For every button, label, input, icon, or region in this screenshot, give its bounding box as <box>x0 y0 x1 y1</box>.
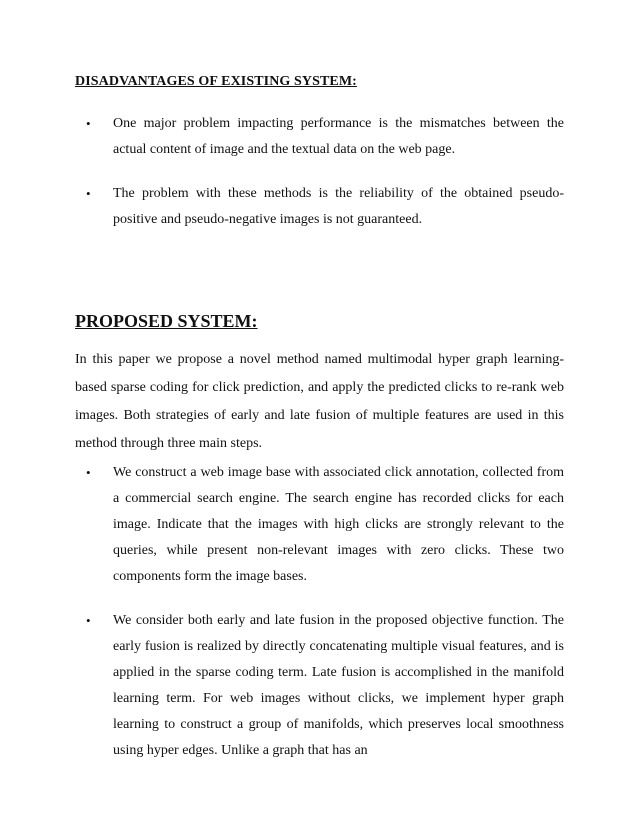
bullet-icon: • <box>86 116 91 131</box>
disadvantages-heading: DISADVANTAGES OF EXISTING SYSTEM: <box>75 74 357 89</box>
list-item-text: We construct a web image base with associated click annotation, collected from a commercial search engine. The search engine has recorded clicks for each image. Indicate that the images with high clicks are strongly relevant to the queries, while present non-relevant images with zero clicks. These two components form the image bases. <box>113 465 564 584</box>
proposed-intro-paragraph: In this paper we propose a novel method named multimodal hyper graph learning-based sparse coding for click prediction, and apply the predicted clicks to re-rank web images. Both strategies of early and late fusion of multiple features are used in this method through three main steps. <box>75 352 564 451</box>
proposed-steps-list <box>80 460 564 782</box>
list-item <box>80 181 564 233</box>
list-item-text: We consider both early and late fusion in the proposed objective function. The early fusion is realized by directly concatenating multiple visual features, and is applied in the sparse coding term. Late fusion is accomplished in the manifold learning term. For web images without clicks, we implement hyper graph learning to construct a group of manifolds, which preserves local smoothness using hyper edges. Unlike a graph that has an <box>113 613 564 758</box>
list-item <box>80 460 564 590</box>
proposed-heading: PROPOSED SYSTEM: <box>75 311 258 331</box>
disadvantages-list <box>80 111 564 251</box>
list-item <box>80 608 564 764</box>
bullet-icon: • <box>86 465 91 480</box>
list-item-text: One major problem impacting performance is the mismatches between the actual content of image and the textual data on the web page. <box>113 116 564 157</box>
list-item-text: The problem with these methods is the reliability of the obtained pseudo-positive and pseudo-negative images is not guaranteed. <box>113 186 564 227</box>
bullet-icon: • <box>86 186 91 201</box>
list-item <box>80 111 564 163</box>
bullet-icon: • <box>86 613 91 628</box>
